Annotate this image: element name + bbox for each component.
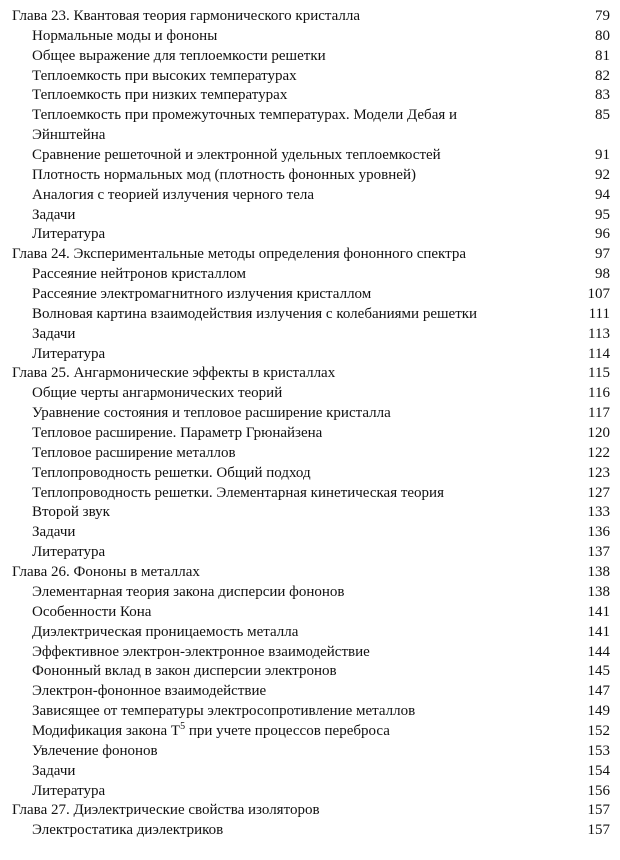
page-number: 137 — [587, 544, 610, 561]
toc-section-entry — [0, 484, 620, 504]
toc-section-entry — [0, 345, 620, 365]
section-title: Общие черты ангармонических теорий — [32, 385, 283, 402]
section-title: Нормальные моды и фононы — [32, 27, 218, 44]
section-title: Литература — [32, 544, 106, 561]
section-title: Теплоемкость при промежуточных температурах. Модели Дебая и — [32, 107, 458, 124]
toc-section-entry — [0, 543, 620, 563]
toc-section-entry — [0, 47, 620, 67]
page-number: 154 — [587, 762, 610, 779]
page-number: 149 — [587, 703, 610, 720]
page-number: 98 — [595, 266, 610, 283]
page-number: 94 — [595, 186, 610, 203]
section-title: Рассеяние электромагнитного излучения кристаллом — [32, 286, 372, 303]
table-of-contents — [0, 7, 620, 841]
toc-section-entry — [0, 106, 620, 126]
section-title: Литература — [32, 782, 106, 799]
page-number: 97 — [595, 246, 610, 263]
toc-section-entry — [0, 444, 620, 464]
toc-section-entry — [0, 464, 620, 484]
section-title: Рассеяние нейтронов кристаллом — [32, 266, 247, 283]
section-title: Теплоемкость при низких температурах — [32, 87, 288, 104]
toc-section-entry — [0, 384, 620, 404]
page-number: 138 — [587, 564, 610, 581]
page-number: 133 — [587, 504, 610, 521]
toc-section-entry — [0, 503, 620, 523]
section-title: Модификация закона $T^5$ при учете процессов переброса — [32, 720, 390, 739]
section-title: Теплопроводность решетки. Общий подход — [32, 464, 311, 481]
section-title: Увлечение фононов — [32, 742, 158, 759]
page-number: 92 — [595, 166, 610, 183]
toc-section-entry — [0, 603, 620, 623]
toc-section-entry — [0, 146, 620, 166]
page-number: 123 — [587, 464, 610, 481]
page-number: 156 — [587, 782, 610, 799]
page-number: 81 — [595, 47, 610, 64]
toc-section-entry — [0, 583, 620, 603]
toc-chapter-entry — [0, 245, 620, 265]
chapter-title: Глава 25. Ангармонические эффекты в кристаллах — [12, 365, 336, 382]
section-title-continuation: Эйнштейна — [32, 127, 106, 144]
toc-section-entry — [0, 662, 620, 682]
page-number: 107 — [587, 286, 610, 303]
section-title: Аналогия с теорией излучения черного тела — [32, 186, 315, 203]
page-number: 115 — [588, 365, 610, 382]
page-number: 116 — [588, 385, 610, 402]
page-number: 157 — [587, 802, 610, 819]
toc-section-entry — [0, 702, 620, 722]
page-number: 120 — [587, 425, 610, 442]
toc-section-entry — [0, 821, 620, 841]
section-title: Тепловое расширение. Параметр Грюнайзена — [32, 425, 323, 442]
toc-entry-continuation — [0, 126, 620, 146]
section-title: Электрон-фононное взаимодействие — [32, 683, 267, 700]
page-number: 147 — [587, 683, 610, 700]
section-title: Литература — [32, 226, 106, 243]
page-number: 138 — [587, 583, 610, 600]
toc-section-entry — [0, 623, 620, 643]
section-title: Электростатика диэлектриков — [32, 822, 224, 839]
toc-section-entry — [0, 265, 620, 285]
page-number: 114 — [588, 345, 610, 362]
section-title: Сравнение решеточной и электронной удельных теплоемкостей — [32, 147, 441, 164]
toc-section-entry — [0, 285, 620, 305]
section-title: Общее выражение для теплоемкости решетки — [32, 47, 326, 64]
toc-section-entry — [0, 523, 620, 543]
toc-section-entry — [0, 424, 620, 444]
page-number: 157 — [587, 822, 610, 839]
page-number: 117 — [588, 405, 610, 422]
page-number: 145 — [587, 663, 610, 680]
page-number: 80 — [595, 27, 610, 44]
page-number: 141 — [587, 623, 610, 640]
section-title: Задачи — [32, 206, 76, 223]
toc-chapter-entry — [0, 563, 620, 583]
section-title: Зависящее от температуры электросопротивление металлов — [32, 703, 416, 720]
section-title: Особенности Кона — [32, 603, 152, 620]
section-title: Литература — [32, 345, 106, 362]
section-title: Второй звук — [32, 504, 110, 521]
page-number: 152 — [587, 722, 610, 739]
section-title: Теплопроводность решетки. Элементарная кинетическая теория — [32, 484, 444, 501]
section-title: Эффективное электрон-электронное взаимодействие — [32, 643, 370, 660]
page-number: 122 — [587, 444, 610, 461]
page-number: 83 — [595, 87, 610, 104]
page-number: 111 — [588, 305, 610, 322]
toc-chapter-entry — [0, 801, 620, 821]
chapter-title: Глава 26. Фононы в металлах — [12, 564, 200, 581]
toc-section-entry — [0, 325, 620, 345]
page-number: 127 — [587, 484, 610, 501]
page-number: 136 — [587, 524, 610, 541]
page-number: 79 — [595, 8, 610, 24]
toc-chapter-entry — [0, 7, 620, 27]
section-title: Фононный вклад в закон дисперсии электронов — [32, 663, 337, 680]
section-title: Задачи — [32, 325, 76, 342]
chapter-title: Глава 24. Экспериментальные методы определения фононного спектра — [12, 246, 467, 263]
toc-section-entry — [0, 404, 620, 424]
section-title: Задачи — [32, 762, 76, 779]
toc-section-entry — [0, 722, 620, 742]
page-number: 153 — [587, 742, 610, 759]
toc-section-entry — [0, 27, 620, 47]
toc-section-entry — [0, 186, 620, 206]
section-title: Теплоемкость при высоких температурах — [32, 67, 297, 84]
toc-section-entry — [0, 166, 620, 186]
toc-section-entry — [0, 305, 620, 325]
toc-section-entry — [0, 762, 620, 782]
superscript: 5 — [180, 720, 186, 732]
toc-section-entry — [0, 742, 620, 762]
toc-section-entry — [0, 225, 620, 245]
section-title: Плотность нормальных мод (плотность фононных уровней) — [32, 166, 416, 183]
toc-section-entry — [0, 86, 620, 106]
toc-section-entry — [0, 782, 620, 802]
page-number: 95 — [595, 206, 610, 223]
section-title: Тепловое расширение металлов — [32, 444, 236, 461]
section-title: Диэлектрическая проницаемость металла — [32, 623, 299, 640]
toc-chapter-entry — [0, 364, 620, 384]
section-title: Уравнение состояния и тепловое расширение кристалла — [32, 405, 391, 422]
toc-section-entry — [0, 206, 620, 226]
toc-section-entry — [0, 643, 620, 663]
section-title: Задачи — [32, 524, 76, 541]
section-title: Элементарная теория закона дисперсии фононов — [32, 583, 345, 600]
page-number: 96 — [595, 226, 610, 243]
toc-section-entry — [0, 682, 620, 702]
page-number: 113 — [588, 325, 610, 342]
page-number: 85 — [595, 107, 610, 124]
toc-section-entry — [0, 67, 620, 87]
chapter-title: Глава 27. Диэлектрические свойства изоляторов — [12, 802, 320, 819]
page-number: 91 — [595, 147, 610, 164]
section-title: Волновая картина взаимодействия излучения с колебаниями решетки — [32, 305, 478, 322]
page-number: 141 — [587, 603, 610, 620]
page-number: 82 — [595, 67, 610, 84]
page-number: 144 — [587, 643, 610, 660]
chapter-title: Глава 23. Квантовая теория гармонического кристалла — [12, 8, 361, 24]
